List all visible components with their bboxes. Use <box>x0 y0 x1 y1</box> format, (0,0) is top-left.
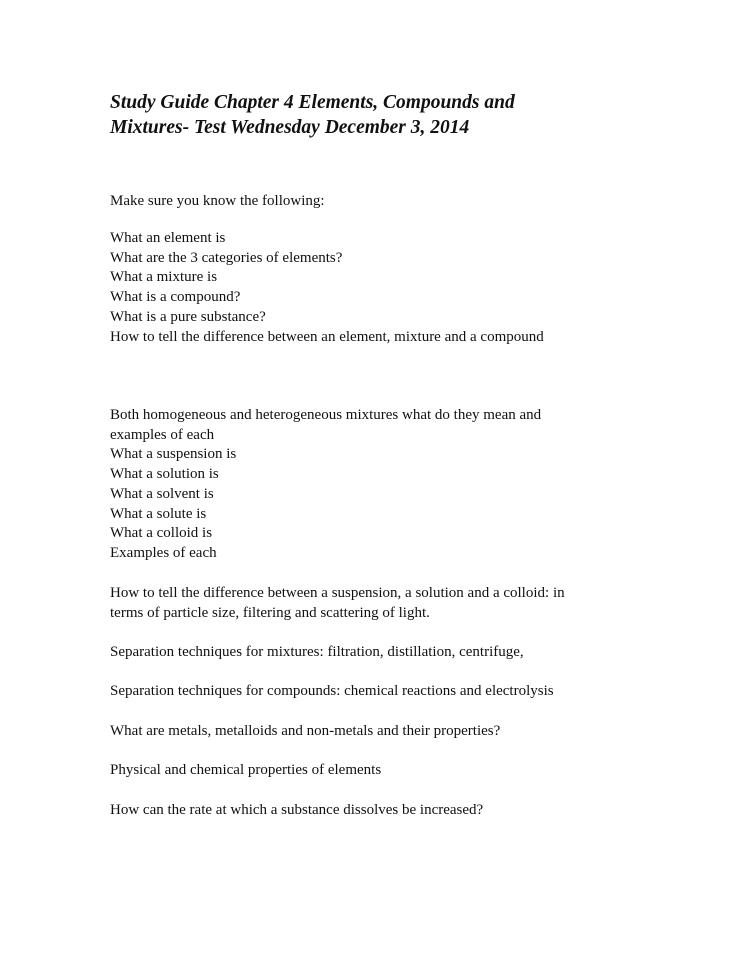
intro-text: Make sure you know the following: <box>110 193 325 209</box>
list-item: What are the 3 categories of elements? <box>110 249 343 266</box>
document-title <box>110 90 670 140</box>
list-item: What a solute is <box>110 505 207 522</box>
list-item: What a colloid is <box>110 525 213 542</box>
properties-paragraph: Physical and chemical properties of elements <box>110 762 382 778</box>
particles-paragraph <box>110 584 565 623</box>
topic-list-mixtures <box>110 406 541 564</box>
paragraph-line: How to tell the difference between a suspension, a solution and a colloid: in <box>110 585 565 601</box>
topic-list-elements <box>110 229 544 347</box>
title-line: Study Guide Chapter 4 Elements, Compounds and <box>110 92 515 113</box>
list-item: What a solvent is <box>110 485 214 502</box>
metals-paragraph: What are metals, metalloids and non-metals and their properties? <box>110 723 501 739</box>
paragraph-line: terms of particle size, filtering and scattering of light. <box>110 604 430 621</box>
list-item: Both homogeneous and heterogeneous mixtures what do they mean and <box>110 407 542 423</box>
list-item: What a mixture is <box>110 269 218 286</box>
list-item: examples of each <box>110 426 215 443</box>
dissolve-rate-paragraph: How can the rate at which a substance dissolves be increased? <box>110 802 484 818</box>
list-item: What a suspension is <box>110 446 237 463</box>
list-item: Examples of each <box>110 544 217 561</box>
list-item: What an element is <box>110 230 226 246</box>
list-item: What is a pure substance? <box>110 308 266 325</box>
title-line: Mixtures- Test Wednesday December 3, 2014 <box>110 117 470 138</box>
list-item: What a solution is <box>110 466 219 483</box>
list-item: How to tell the difference between an element, mixture and a compound <box>110 328 544 345</box>
separation-compounds-paragraph: Separation techniques for compounds: chemical reactions and electrolysis <box>110 683 554 699</box>
separation-mixtures-paragraph: Separation techniques for mixtures: filtration, distillation, centrifuge, <box>110 644 524 660</box>
list-item: What is a compound? <box>110 289 241 306</box>
